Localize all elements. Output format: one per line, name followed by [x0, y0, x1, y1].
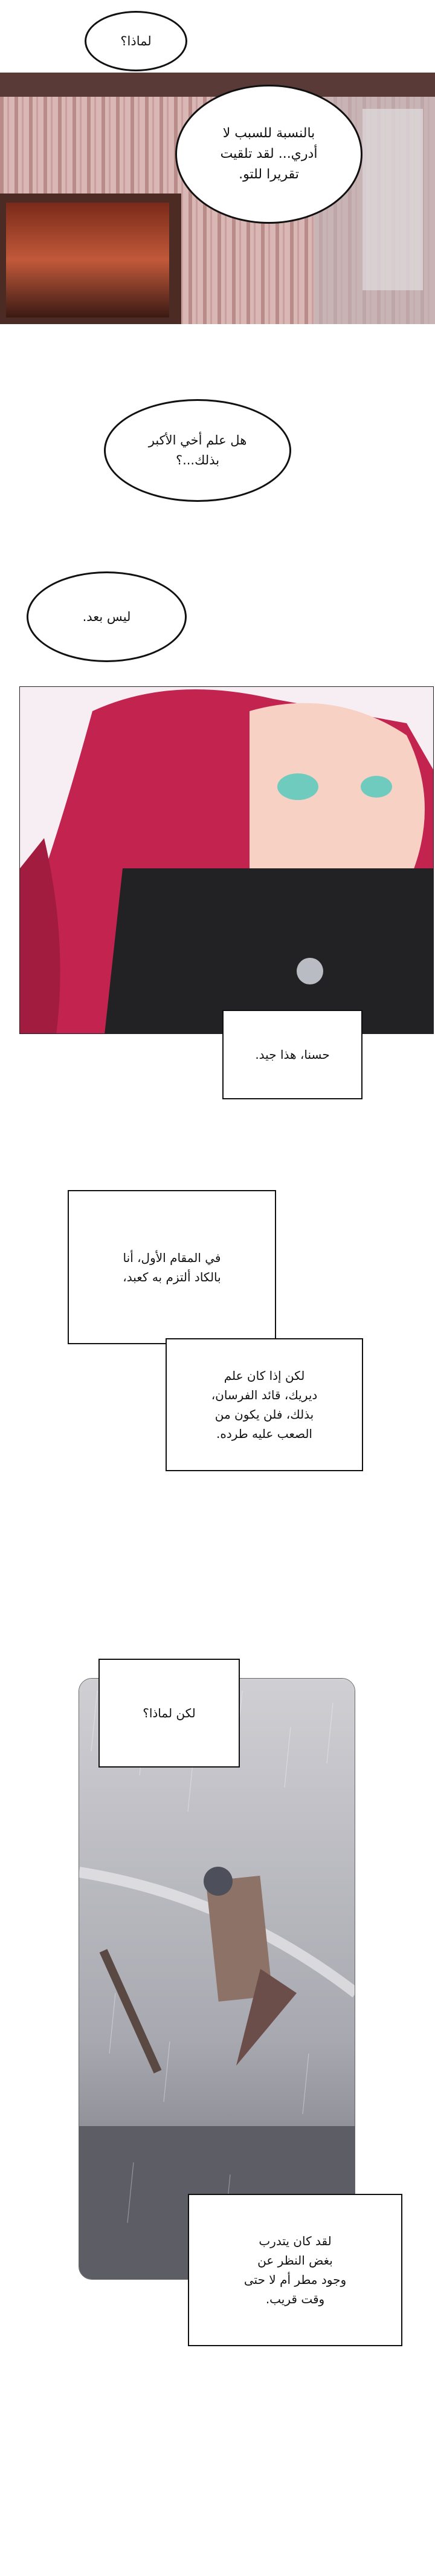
caption-good — [222, 1010, 362, 1099]
caption-text: لكن لماذا؟ — [143, 1706, 196, 1720]
rain-illustration — [79, 1679, 355, 2280]
woman-illustration — [20, 687, 434, 1034]
speech-text: هل علم أخي الأكبر بذلك...؟ — [148, 433, 247, 467]
caption-derek — [166, 1338, 363, 1471]
speech-bubble-why — [85, 11, 187, 71]
caption-text: حسنا، هذا جيد. — [255, 1047, 330, 1062]
speech-text: بالنسبة للسبب لا أدري... لقد تلقيت تقريرا للتو. — [220, 125, 318, 183]
speech-bubble-not-yet — [27, 571, 187, 662]
caption-text: لقد كان يتدرب بغض النظر عن وجود مطر أم لا حتى وقت قريب. — [243, 2234, 347, 2306]
panel-woman — [19, 686, 434, 1034]
speech-bubble-brother — [104, 399, 291, 502]
caption-text: في المقام الأول، أنا بالكاد ألتزم به كعبد، — [123, 1250, 221, 1284]
caption-text: لكن إذا كان علم ديريك، قائد الفرسان، بذلك، فلن يكون من الصعب عليه طرده. — [211, 1368, 318, 1441]
speech-text: ليس بعد. — [82, 609, 131, 624]
speech-bubble-report — [175, 85, 362, 224]
caption-but-why — [98, 1659, 240, 1768]
caption-training — [188, 2194, 402, 2346]
caption-servant — [68, 1190, 276, 1344]
panel-training-rain — [79, 1678, 355, 2280]
speech-text: لماذا؟ — [120, 33, 152, 48]
